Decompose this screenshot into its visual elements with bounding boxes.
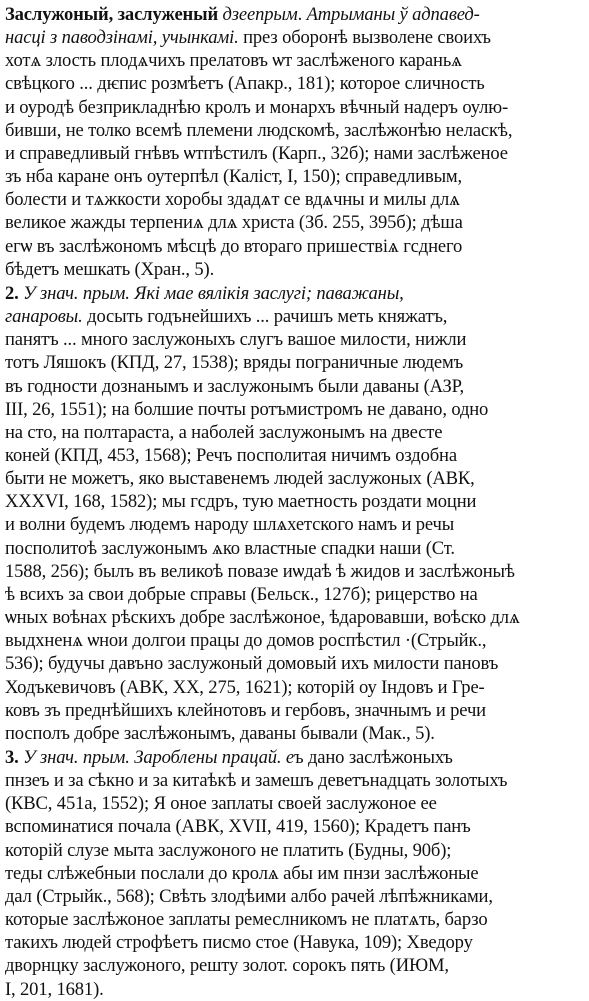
text-line: дворнцку заслужоного, решту золот. сорокъ пять (ИЮМ, [5, 955, 449, 977]
text-line: которій слузе мыта заслужоного не платить (Будны, 90б); [5, 839, 452, 861]
text-line: хотѧ злость плодѧчихъ прелатовъ ѡт заслѣженого караньѧ [5, 50, 462, 72]
text-line: панятъ ... много заслужоныхъ слугъ вашое милости, нижли [5, 329, 467, 351]
text-line: зъ нба каране онъ оутерпѣл (Каліст, I, 150); справедливым, [5, 166, 463, 188]
text-line: и волни будемъ людемъ народу шлѧхетского намъ и речы [5, 514, 455, 536]
text-line: бивши, не толко всемѣ племени людскомѣ, заслѣжонѣю неласкѣ, [5, 119, 513, 141]
entry-paragraph-2 [5, 282, 583, 745]
text-line: насці з паводзінамі, учынкамі. през оборонѣ вызволене своихъ [5, 27, 491, 49]
text-line: ѣ всихъ за свои добрые справы (Бельск., 127б); рицерство на [5, 583, 478, 605]
text-line: и справедливый гнѣвъ ѡтпѣстилъ (Карп., 32б); нами заслѣженое [5, 142, 508, 164]
text-line: болести и тѧжкости хоробы здадѧт се вдѧчны и милы длѧ [5, 189, 460, 211]
text-line: егѡ въ заслѣжономъ мѣсцѣ до втораго пришествiѧ гсднего [5, 235, 463, 257]
text-line: которые заслѣжоное заплаты ремеслникомъ не платѧть, барзо [5, 909, 488, 931]
text-line: ганаровы. досыть годънейшихъ ... рачишъ меть княжатъ, [5, 306, 448, 328]
text-line: ѡных воѣнах рѣскихъ добре заслѣжоное, ѣдаровавши, воѣско длѧ [5, 607, 520, 629]
text-line: I, 201, 1681). [5, 978, 104, 1000]
text-line: ковъ зъ преднѣйшихъ клейнотовъ и гербовъ, значнымъ и речи [5, 699, 486, 721]
text-line: дал (Стрыйк., 568); Свѣть злодѣими албо рачей лѣпѣжниками, [5, 885, 493, 907]
text-line: великое жажды терпениѧ длѧ христа (Зб. 255, 395б); дѣша [5, 212, 463, 234]
entry-paragraph-1 [5, 3, 583, 281]
text-line: 3. У знач. прым. Зароблены працай. еъ дано заслѣжоныхъ [5, 747, 453, 768]
text-line: Заслужоный, заслуженый дзеепрым. Атрыманы ў адпавед- [5, 4, 480, 25]
text-line: свѣцкого ... дѥпис розмѣетъ (Апакр., 181); которое сличность [5, 73, 485, 95]
text-line: пнзеъ и за сѣкно и за китаѣкѣ и замешъ деветънадцать золотыхъ [5, 770, 508, 792]
text-line: на сто, на полтараста, а наболей заслужонымъ на двесте [5, 421, 443, 443]
text-line: и оуродѣ безприкладнѣю кролъ и монархъ вѣчный надеръ оулю- [5, 96, 509, 118]
text-line: тотъ Ляшокъ (КПД, 27, 1538); вряды пограничные людемъ [5, 352, 464, 374]
text-line: III, 26, 1551); на болшие почты ротъмистромъ не давано, одно [5, 398, 489, 420]
text-line: 536); будучы давъно заслужоный домовый ихъ милости пановъ [5, 653, 499, 675]
text-line: быти не можетъ, яко выставенемъ людей заслужоных (АВК, [5, 468, 475, 490]
text-line: теды слѣжебныи послали до кролѧ абы им пнзи заслѣжоные [5, 862, 479, 884]
text-line: бѣдетъ мешкать (Хран., 5). [5, 258, 215, 280]
text-line: такихъ людей строфѣетъ писмо стое (Навука, 109); Хведору [5, 932, 473, 954]
text-line: посполитоѣ заслужонымъ ѧко властные спадки наши (Ст. [5, 537, 455, 559]
text-line: въ годности дознанымъ и заслужонымъ были даваны (АЗР, [5, 375, 464, 397]
text-line: Ходъкевичовъ (АВК, XX, 275, 1621); которій оу Індовъ и Гре- [5, 676, 485, 698]
text-line: 1588, 256); былъ въ великоѣ повазе иѡдаѣ ѣ жидов и заслѣжоныѣ [5, 560, 515, 582]
text-line: XXXVI, 168, 1582); мы гсдръ, тую маетность роздати моцни [5, 491, 477, 513]
entry-paragraph-3 [5, 746, 583, 1001]
text-line: 2. У знач. прым. Які мае вялікія заслугі; паважаны, [5, 282, 404, 304]
text-line: вспоминатися почала (АВК, XVII, 419, 1560); Крадетъ панъ [5, 816, 471, 838]
text-line: (КВС, 451а, 1552); Я оное заплаты своей заслужоное ее [5, 793, 437, 815]
text-line: выдхненѧ ѡнои долгои працы до домов роспѣстил ·(Стрыйк., [5, 630, 487, 652]
text-line: коней (КПД, 453, 1568); Речъ посполитая ничимъ оздобна [5, 444, 457, 466]
text-line: посполъ добре заслѣжонымъ, даваны бывали (Мак., 5). [5, 722, 435, 744]
